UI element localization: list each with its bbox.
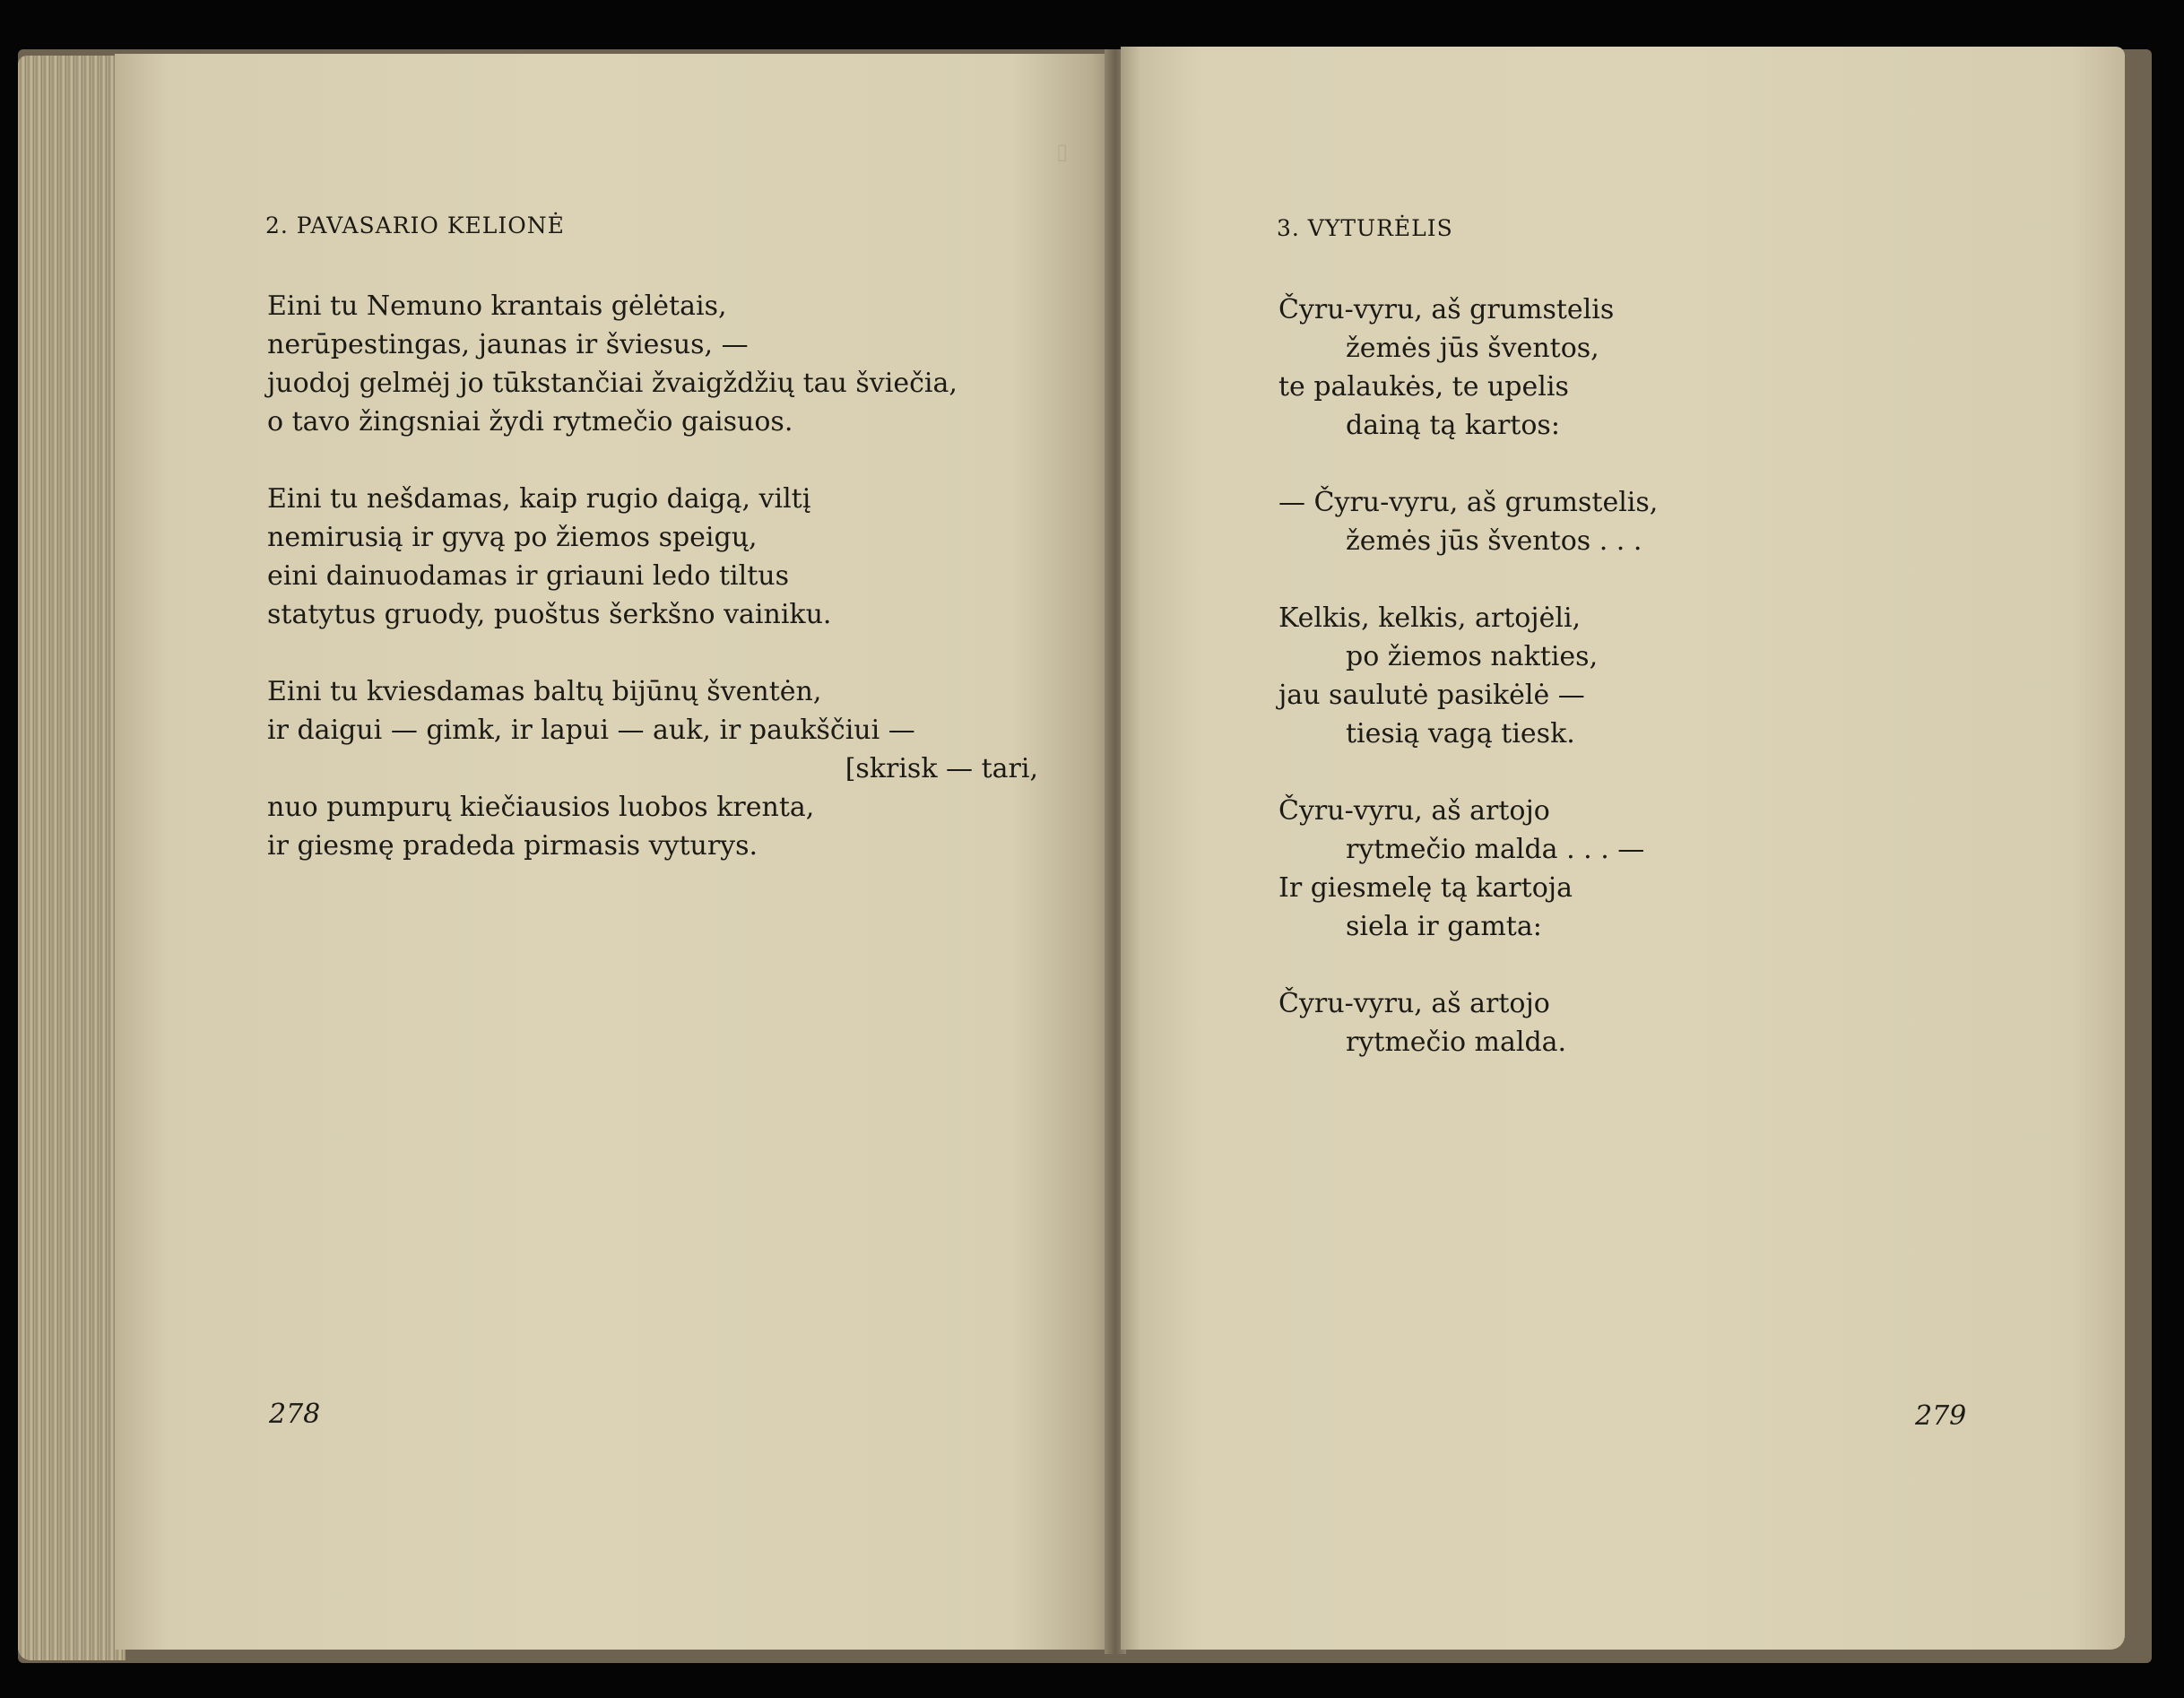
stanza	[1278, 290, 1658, 445]
stanza	[1278, 483, 1658, 560]
right-page-heading: 3. VYTURĖLIS	[1277, 215, 1453, 241]
stanza	[267, 287, 1038, 441]
poem-line: te palaukės, te upelis	[1278, 371, 1569, 403]
left-page-number: 278	[269, 1399, 321, 1430]
poem-line: žemės jūs šventos,	[1346, 333, 1599, 364]
stanza	[1278, 984, 1658, 1061]
poem-line: nerūpestingas, jaunas ir šviesus, —	[267, 329, 749, 360]
poem-line: Ir giesmelę tą kartoja	[1278, 872, 1573, 904]
poem-line: nemirusią ir gyvą po žiemos speigų,	[267, 522, 758, 553]
left-poem	[267, 287, 1038, 865]
poem-line: dainą tą kartos:	[1346, 410, 1560, 441]
poem-line: Eini tu Nemuno krantais gėlėtais,	[267, 290, 727, 322]
poem-line: ir giesmę pradeda pirmasis vyturys.	[267, 830, 758, 862]
poem-line: Čyru-vyru, aš grumstelis	[1278, 294, 1615, 325]
stanza	[1278, 599, 1658, 753]
stanza	[267, 480, 1038, 634]
poem-line: nuo pumpurų kiečiausios luobos krenta,	[267, 792, 815, 823]
stanza	[1278, 792, 1658, 946]
poem-line: Čyru-vyru, aš artojo	[1278, 795, 1550, 827]
right-poem	[1278, 290, 1658, 1061]
poem-line: Eini tu nešdamas, kaip rugio daigą, viltį	[267, 483, 811, 515]
poem-line: rytmečio malda.	[1346, 1027, 1567, 1058]
poem-line: siela ir gamta:	[1346, 911, 1542, 942]
poem-line: žemės jūs šventos . . .	[1346, 525, 1642, 557]
poem-line: jau saulutė pasikėlė —	[1278, 680, 1585, 711]
stanza	[267, 672, 1038, 865]
poem-line: rytmečio malda . . . —	[1346, 834, 1645, 865]
right-page-number: 279	[1915, 1400, 1967, 1432]
poem-line: o tavo žingsniai žydi rytmečio gaisuos.	[267, 406, 793, 437]
book-fore-edge	[18, 56, 126, 1660]
poem-line: eini dainuodamas ir griauni ledo tiltus	[267, 560, 789, 592]
poem-line: tiesią vagą tiesk.	[1346, 718, 1575, 749]
poem-line: po žiemos nakties,	[1346, 641, 1599, 672]
poem-line: — Čyru-vyru, aš grumstelis,	[1278, 487, 1659, 518]
poem-line: juodoj gelmėj jo tūkstančiai žvaigždžių tau šviečia,	[267, 368, 958, 399]
poem-line: ir daigui — gimk, ir lapui — auk, ir paukščiui —	[267, 715, 915, 746]
poem-line: Kelkis, kelkis, artojėli,	[1278, 602, 1582, 634]
poem-line-continuation: [skrisk — tari,	[845, 753, 1038, 784]
poem-line: statytus gruody, puoštus šerkšno vainiku.	[267, 599, 832, 630]
bleed-through-text: ▯	[1056, 139, 1069, 164]
poem-line: Eini tu kviesdamas baltų bijūnų šventėn,	[267, 676, 822, 707]
left-page-heading: 2. PAVASARIO KELIONĖ	[265, 212, 565, 238]
poem-line: Čyru-vyru, aš artojo	[1278, 988, 1550, 1019]
